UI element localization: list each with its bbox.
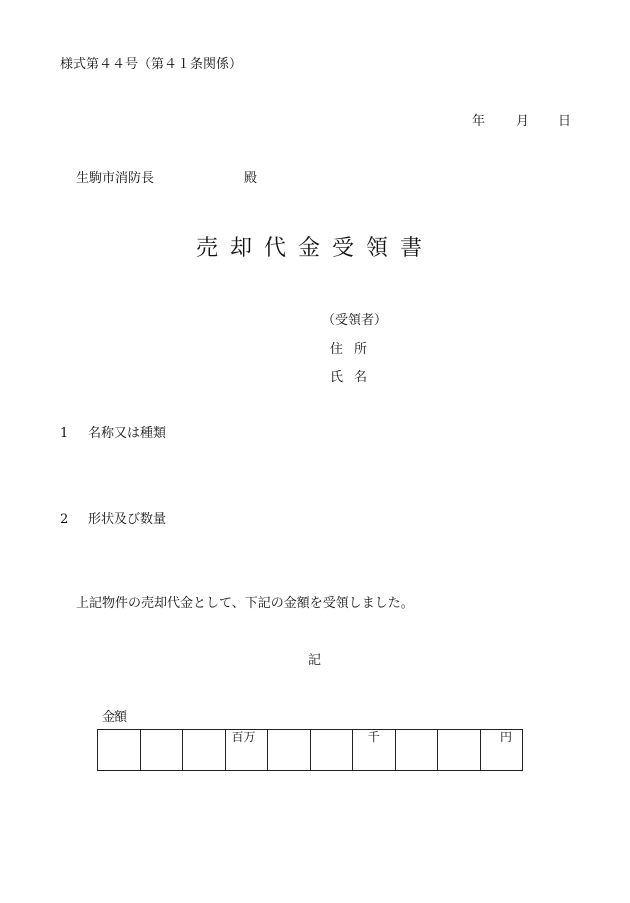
amount-row — [98, 730, 523, 771]
item-shape-and-quantity — [60, 512, 166, 528]
record-heading: 記 — [308, 653, 322, 668]
amount-label-char-2: 額 — [114, 710, 128, 725]
item-label: 名称又は種類 — [88, 426, 167, 441]
amount-digit-cell-yen[interactable] — [480, 730, 523, 771]
amount-unit-million: 百万 — [231, 730, 256, 744]
date-month-label: 月 — [516, 114, 530, 129]
form-number: 様式第４４号（第４１条関係） — [60, 57, 243, 72]
amount-digit-cell[interactable] — [140, 730, 183, 771]
amount-digit-cell[interactable] — [395, 730, 438, 771]
recipient-address-label — [330, 342, 367, 358]
addressee-honorific: 殿 — [244, 171, 258, 186]
amount-digit-cell-million[interactable] — [225, 730, 268, 771]
amount-digit-cell[interactable] — [98, 730, 141, 771]
amount-digit-cell[interactable] — [268, 730, 311, 771]
address-label-char-2: 所 — [354, 342, 368, 357]
document-title: 売却代金受領書 — [196, 236, 435, 261]
amount-table — [97, 729, 523, 771]
recipient-heading: （受領者） — [322, 313, 388, 328]
item-number: 1 — [60, 426, 69, 441]
amount-digit-cell[interactable] — [183, 730, 226, 771]
amount-digit-cell-thousand[interactable] — [353, 730, 396, 771]
amount-unit-thousand: 千 — [367, 730, 380, 744]
amount-label-char-1: 金 — [102, 710, 116, 725]
item-name-or-type — [60, 426, 166, 442]
recipient-name-label — [330, 370, 367, 386]
amount-digit-cell[interactable] — [438, 730, 481, 771]
name-label-char-1: 氏 — [330, 370, 344, 385]
receipt-statement: 上記物件の売却代金として、下記の金額を受領しました。 — [76, 596, 414, 611]
date-day-label: 日 — [558, 114, 572, 129]
amount-digit-cell[interactable] — [310, 730, 353, 771]
item-label: 形状及び数量 — [88, 512, 167, 527]
amount-unit-yen: 円 — [499, 730, 512, 744]
date-year-label: 年 — [472, 114, 486, 129]
name-label-char-2: 名 — [354, 370, 368, 385]
item-number: 2 — [60, 512, 69, 527]
address-label-char-1: 住 — [330, 342, 344, 357]
amount-label — [102, 710, 127, 726]
addressee-name: 生駒市消防長 — [76, 171, 155, 186]
